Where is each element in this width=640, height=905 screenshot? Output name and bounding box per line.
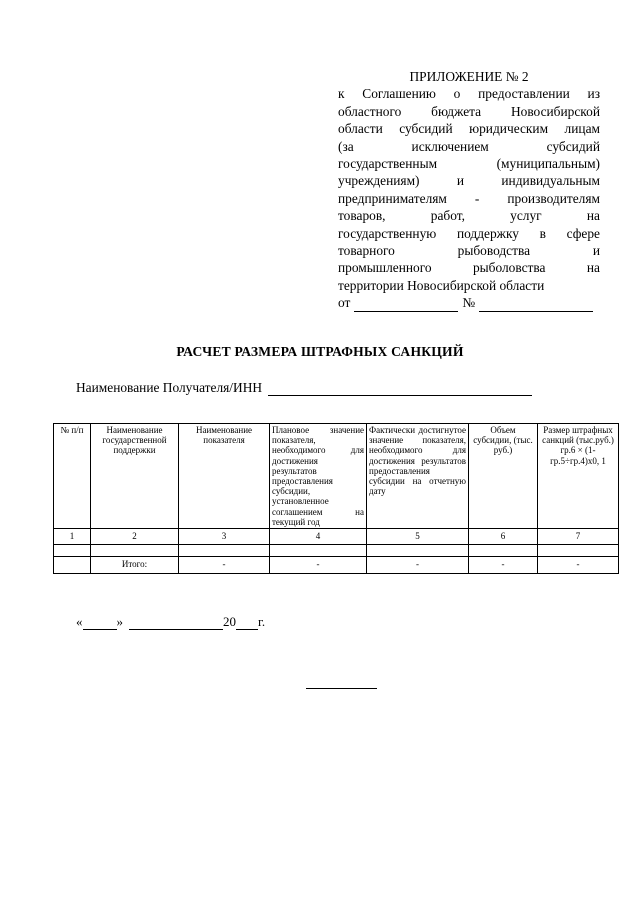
total-value: - xyxy=(367,557,469,574)
appendix-line: предпринимателям - производителям xyxy=(338,190,600,206)
column-number: 4 xyxy=(270,529,367,545)
total-value: - xyxy=(469,557,538,574)
header-subsidy-volume: Объем субсидии, (тыс. руб.) xyxy=(469,424,538,529)
appendix-description xyxy=(338,85,600,294)
appendix-line: товаров, работ, услуг на xyxy=(338,208,600,224)
table-cell[interactable] xyxy=(270,545,367,557)
agreement-date-blank[interactable] xyxy=(354,298,458,312)
appendix-line: области субсидий юридическим лицам xyxy=(338,121,600,137)
agreement-date-number-row xyxy=(338,294,600,311)
header-planned-value: Плановое значение показателя, необходимого для достижения результатов предоставления субсидии, установленное соглашением на текущий год xyxy=(270,424,367,529)
recipient-inn-blank[interactable] xyxy=(268,382,532,396)
appendix-line: территории Новосибирской области xyxy=(338,277,545,293)
table-cell[interactable] xyxy=(54,545,91,557)
sanctions-table xyxy=(53,423,619,574)
column-number: 7 xyxy=(538,529,619,545)
recipient-row xyxy=(76,380,532,396)
table-cell[interactable] xyxy=(538,545,619,557)
header-actual-value: Фактически достигнутое значение показателя, необходимого для достижения результатов предоставления субсидии на отчетную дату xyxy=(367,424,469,529)
number-label: № xyxy=(462,295,476,311)
total-value: - xyxy=(538,557,619,574)
table-cell[interactable] xyxy=(91,545,179,557)
recipient-label: Наименование Получателя/ИНН xyxy=(76,380,263,395)
header-penalty-amount: Размер штрафных санкций (тыс.руб.) гр.6 × (1- гр.5÷гр.4)x0, 1 xyxy=(538,424,619,529)
appendix-line: государственную поддержку в сфере xyxy=(338,225,600,241)
total-row xyxy=(54,557,619,574)
year-prefix: 20 xyxy=(223,614,236,629)
close-quote: » xyxy=(116,614,123,629)
appendix-line: товарного рыбоводства и xyxy=(338,243,600,259)
open-quote: « xyxy=(76,614,83,629)
header-support-name: Наименование государственной поддержки xyxy=(91,424,179,529)
table-cell[interactable] xyxy=(469,545,538,557)
table-cell[interactable] xyxy=(179,545,270,557)
total-value: - xyxy=(179,557,270,574)
appendix-line: к Соглашению о предоставлении из xyxy=(338,86,600,102)
from-label: от xyxy=(338,295,351,311)
day-blank[interactable] xyxy=(83,616,117,630)
column-number-row xyxy=(54,529,619,545)
column-number: 3 xyxy=(179,529,270,545)
appendix-line: областного бюджета Новосибирской xyxy=(338,103,600,119)
year-blank[interactable] xyxy=(236,616,258,630)
year-suffix: г. xyxy=(258,614,266,629)
appendix-line: (за исключением субсидий xyxy=(338,138,600,154)
month-blank[interactable] xyxy=(129,616,223,630)
appendix-title: ПРИЛОЖЕНИЕ № 2 xyxy=(409,69,529,84)
appendix-line: учреждениям) и индивидуальным xyxy=(338,173,600,189)
footer-divider xyxy=(306,688,377,689)
column-number: 2 xyxy=(91,529,179,545)
total-label: Итого: xyxy=(91,557,179,574)
column-number: 5 xyxy=(367,529,469,545)
column-number: 6 xyxy=(469,529,538,545)
header-num: № п/п xyxy=(54,424,91,529)
table-row xyxy=(54,545,619,557)
header-indicator-name: Наименование показателя xyxy=(179,424,270,529)
appendix-block xyxy=(338,68,600,312)
table-header-row xyxy=(54,424,619,529)
table-cell[interactable] xyxy=(367,545,469,557)
column-number: 1 xyxy=(54,529,91,545)
agreement-number-blank[interactable] xyxy=(479,298,593,312)
appendix-line: государственным (муниципальным) xyxy=(338,156,600,172)
appendix-line: промышленного рыболовства на xyxy=(338,260,600,276)
signature-date-line xyxy=(76,614,265,630)
total-value: - xyxy=(270,557,367,574)
document-title: РАСЧЕТ РАЗМЕРА ШТРАФНЫХ САНКЦИЙ xyxy=(176,344,464,359)
total-cell-empty xyxy=(54,557,91,574)
